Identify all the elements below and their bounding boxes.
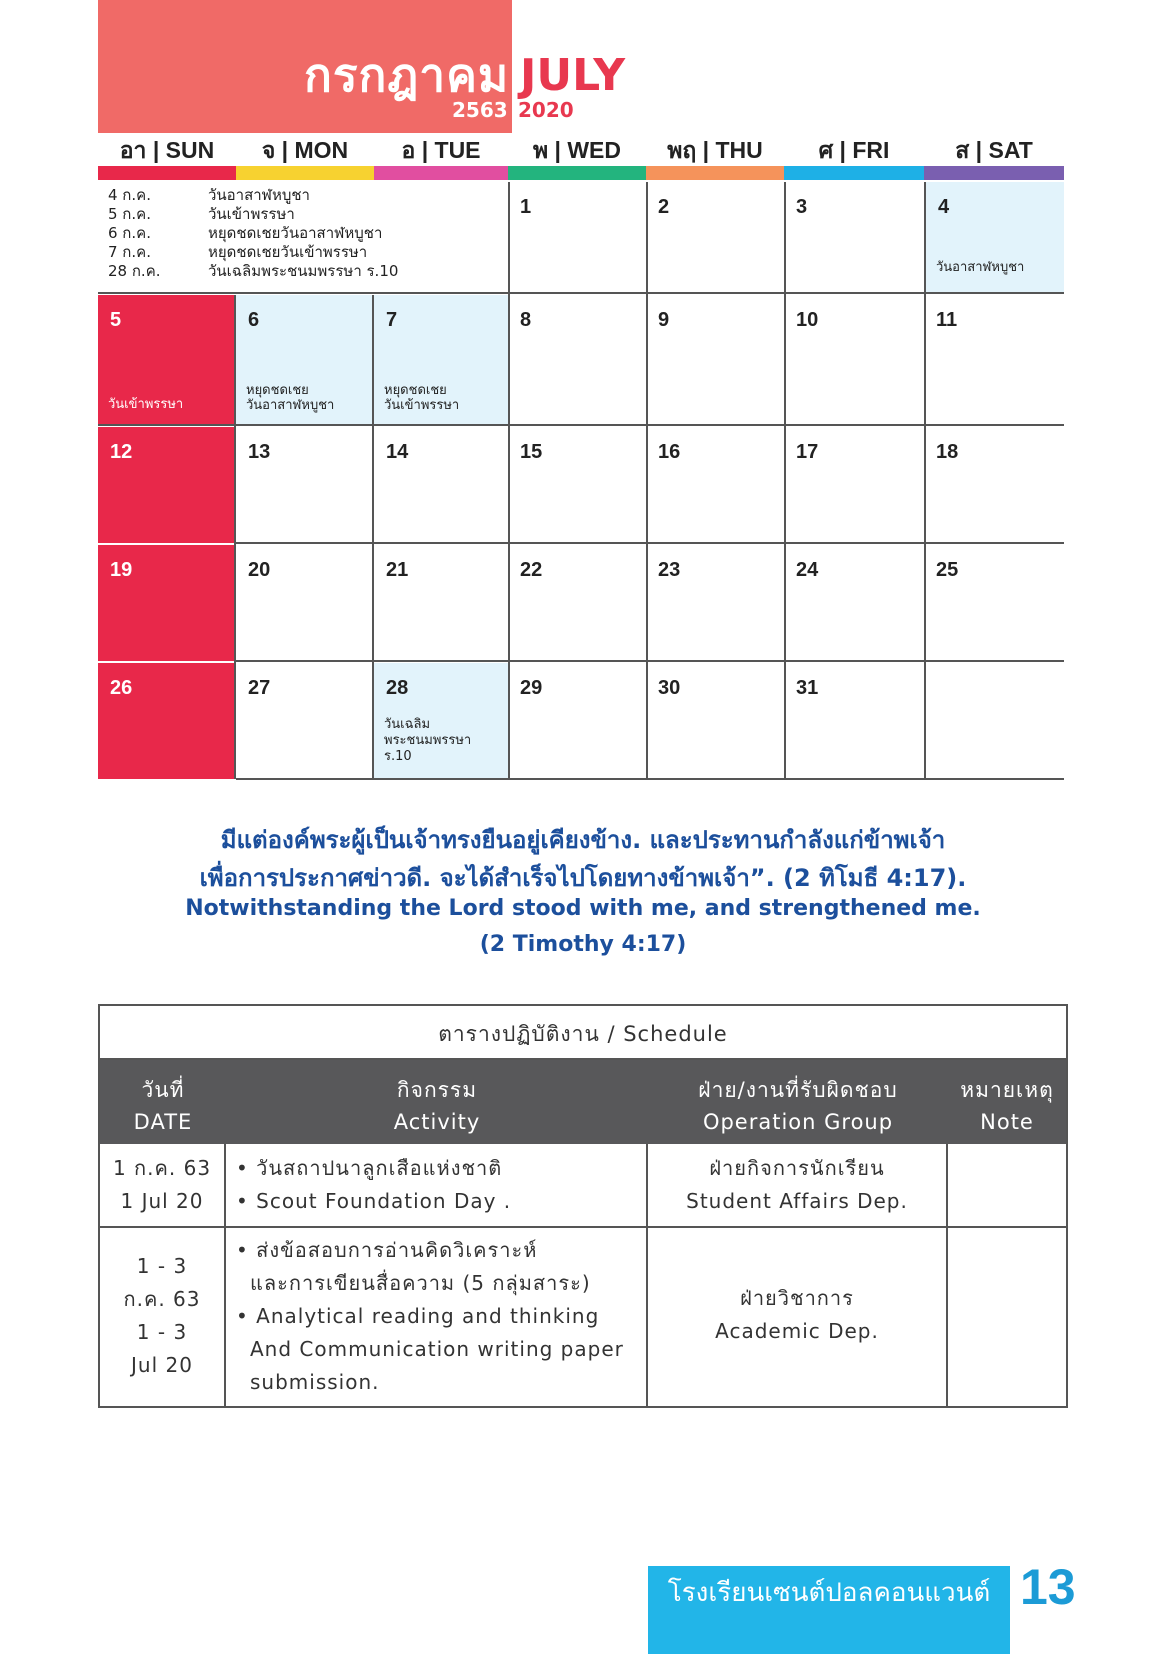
day-cell[interactable]: 29 [520, 677, 543, 699]
day-cell[interactable]: 31 [796, 677, 819, 699]
holiday-note: หยุดชดเชย [384, 383, 447, 398]
day-cell[interactable]: 30 [658, 677, 681, 699]
grid-line [98, 292, 1064, 294]
grid-line [98, 424, 1064, 426]
weekday-header [374, 134, 508, 180]
day-cell[interactable]: 14 [386, 441, 409, 463]
grid-line [236, 660, 1064, 662]
weekday-label: จ | MON [261, 137, 349, 163]
header-date: วันที่ DATE [133, 1078, 193, 1134]
day-cell[interactable]: 25 [936, 559, 959, 581]
page-number: 13 [1020, 1559, 1076, 1615]
holiday-item: 5 ก.ค. วันเข้าพรรษา [108, 205, 295, 223]
day-cell-sunday[interactable]: 19 [98, 545, 234, 661]
weekday-label: พ | WED [532, 137, 622, 163]
schedule-table [98, 1004, 1068, 1408]
grid-line [508, 182, 510, 779]
row-activity: • ส่งข้อสอบการอ่านคิดวิเคราะห์ และการเขียนสื่อความ (5 กลุ่มสาระ) • Analytical reading and thinking And Communication writing paper submission. [236, 1238, 624, 1394]
day-cell[interactable]: 20 [248, 559, 271, 581]
month-title-english: JULY [520, 50, 626, 101]
weekday-label: อ | TUE [401, 137, 481, 163]
table-line [100, 1226, 1066, 1228]
header-activity: กิจกรรม Activity [393, 1078, 481, 1134]
weekday-header [236, 134, 374, 180]
grid-line [784, 182, 786, 779]
grid-line [236, 542, 1064, 544]
day-cell[interactable]: 23 [658, 559, 681, 581]
grid-line [234, 295, 236, 779]
weekday-color-bar [784, 166, 924, 180]
table-line [100, 1058, 1066, 1060]
day-cell-sunday[interactable]: 26 [98, 663, 234, 779]
verse-thai-line-2: เพื่อการประกาศข่าวดี. จะได้สำเร็จไปโดยทางข้าพเจ้า”. (2 ทิโมธี 4:17). [199, 864, 967, 892]
schedule-header-row [100, 1060, 1066, 1144]
holiday-note: ร.10 [384, 749, 412, 764]
year-thai: 2563 [452, 98, 508, 122]
header-note: หมายเหตุ Note [960, 1078, 1054, 1134]
grid-line [372, 295, 374, 779]
day-cell[interactable]: 27 [248, 677, 271, 699]
holiday-item: 7 ก.ค. หยุดชดเชยวันเข้าพรรษา [108, 243, 368, 261]
day-cell-holiday[interactable]: 6 หยุดชดเชย วันอาสาฬหบูชา [236, 295, 372, 424]
day-cell-holiday[interactable]: 4 วันอาสาฬหบูชา [926, 182, 1064, 292]
weekday-label: อา | SUN [119, 137, 215, 163]
day-cell[interactable]: 10 [796, 309, 819, 331]
day-cell[interactable]: 1 [520, 196, 532, 218]
row-date: 1 ก.ค. 63 1 Jul 20 [112, 1156, 212, 1213]
weekday-header [924, 134, 1064, 180]
day-cell-sunday[interactable]: 12 [98, 427, 234, 543]
weekday-color-bar [236, 166, 374, 180]
weekday-label: ส | SAT [955, 137, 1033, 163]
day-cell[interactable]: 3 [796, 196, 808, 218]
row-operation-group: ฝ่ายกิจการนักเรียน Student Affairs Dep. [686, 1156, 908, 1213]
weekday-header [784, 134, 924, 180]
day-cell[interactable]: 18 [936, 441, 959, 463]
table-line [224, 1144, 226, 1406]
weekday-color-bar [508, 166, 646, 180]
weekday-header [646, 134, 784, 180]
schedule-title: ตารางปฏิบัติงาน / Schedule [438, 1022, 728, 1046]
school-name: โรงเรียนเซนต์ปอลคอนแวนต์ [667, 1578, 991, 1608]
row-operation-group: ฝ่ายวิชาการ Academic Dep. [715, 1286, 879, 1343]
holiday-item: 6 ก.ค. หยุดชดเชยวันอาสาฬหบูชา [108, 224, 383, 242]
day-cell[interactable]: 8 [520, 309, 532, 331]
verse-english-line-2: (2 Timothy 4:17) [479, 932, 687, 957]
month-title-thai: กรกฎาคม [304, 48, 510, 102]
row-date: 1 - 3 ก.ค. 63 1 - 3 Jul 20 [123, 1254, 201, 1377]
weekday-label: ศ | FRI [818, 137, 890, 163]
weekday-label: พฤ | THU [667, 137, 763, 163]
day-cell[interactable]: 16 [658, 441, 681, 463]
day-cell[interactable]: 11 [936, 309, 958, 331]
weekday-header [508, 134, 646, 180]
day-cell[interactable]: 22 [520, 559, 543, 581]
day-cell[interactable]: 15 [520, 441, 543, 463]
holiday-note: วันเข้าพรรษา [108, 397, 184, 412]
day-cell[interactable]: 9 [658, 309, 670, 331]
grid-line [924, 182, 926, 779]
holiday-note: วันเข้าพรรษา [384, 398, 460, 413]
day-cell-holiday[interactable]: 7 หยุดชดเชย วันเข้าพรรษา [374, 295, 508, 424]
day-cell[interactable]: 2 [658, 196, 670, 218]
weekday-header [98, 134, 236, 180]
verse-english-line-1: Notwithstanding the Lord stood with me, and strengthened me. [185, 896, 981, 921]
holiday-item: 4 ก.ค. วันอาสาฬหบูชา [108, 186, 310, 204]
holiday-note: พระชนมพรรษา [384, 733, 472, 748]
verse-thai-line-1: มีแต่องค์พระผู้เป็นเจ้าทรงยืนอยู่เคียงข้าง. และประทานกำลังแก่ข้าพเจ้า [220, 826, 946, 854]
weekday-color-bar [924, 166, 1064, 180]
holiday-note: วันเฉลิม [384, 717, 431, 732]
weekday-color-bar [646, 166, 784, 180]
holiday-item: 28 ก.ค. วันเฉลิมพระชนมพรรษา ร.10 [108, 262, 399, 280]
grid-line [236, 778, 1064, 780]
weekday-color-bar [98, 166, 236, 180]
weekday-color-bar [374, 166, 508, 180]
row-activity: • วันสถาปนาลูกเสือแห่งชาติ • Scout Foundation Day . [236, 1156, 512, 1213]
table-line [946, 1144, 948, 1406]
year-english: 2020 [518, 98, 574, 122]
day-cell-holiday[interactable]: 28 วันเฉลิม พระชนมพรรษา ร.10 [374, 663, 508, 779]
day-cell[interactable]: 17 [796, 441, 819, 463]
holiday-list [108, 186, 398, 281]
day-cell[interactable]: 13 [248, 441, 271, 463]
holiday-note: วันอาสาฬหบูชา [936, 260, 1025, 275]
day-cell[interactable]: 21 [386, 559, 409, 581]
holiday-note: หยุดชดเชย [246, 383, 309, 398]
day-cell-sunday[interactable]: 5 วันเข้าพรรษา [98, 295, 234, 424]
day-cell[interactable]: 24 [796, 559, 819, 581]
header-operation-group: ฝ่าย/งานที่รับผิดชอบ Operation Group [698, 1078, 898, 1134]
grid-line [646, 182, 648, 779]
holiday-note: วันอาสาฬหบูชา [246, 398, 335, 413]
day-cell-empty [924, 663, 1064, 779]
